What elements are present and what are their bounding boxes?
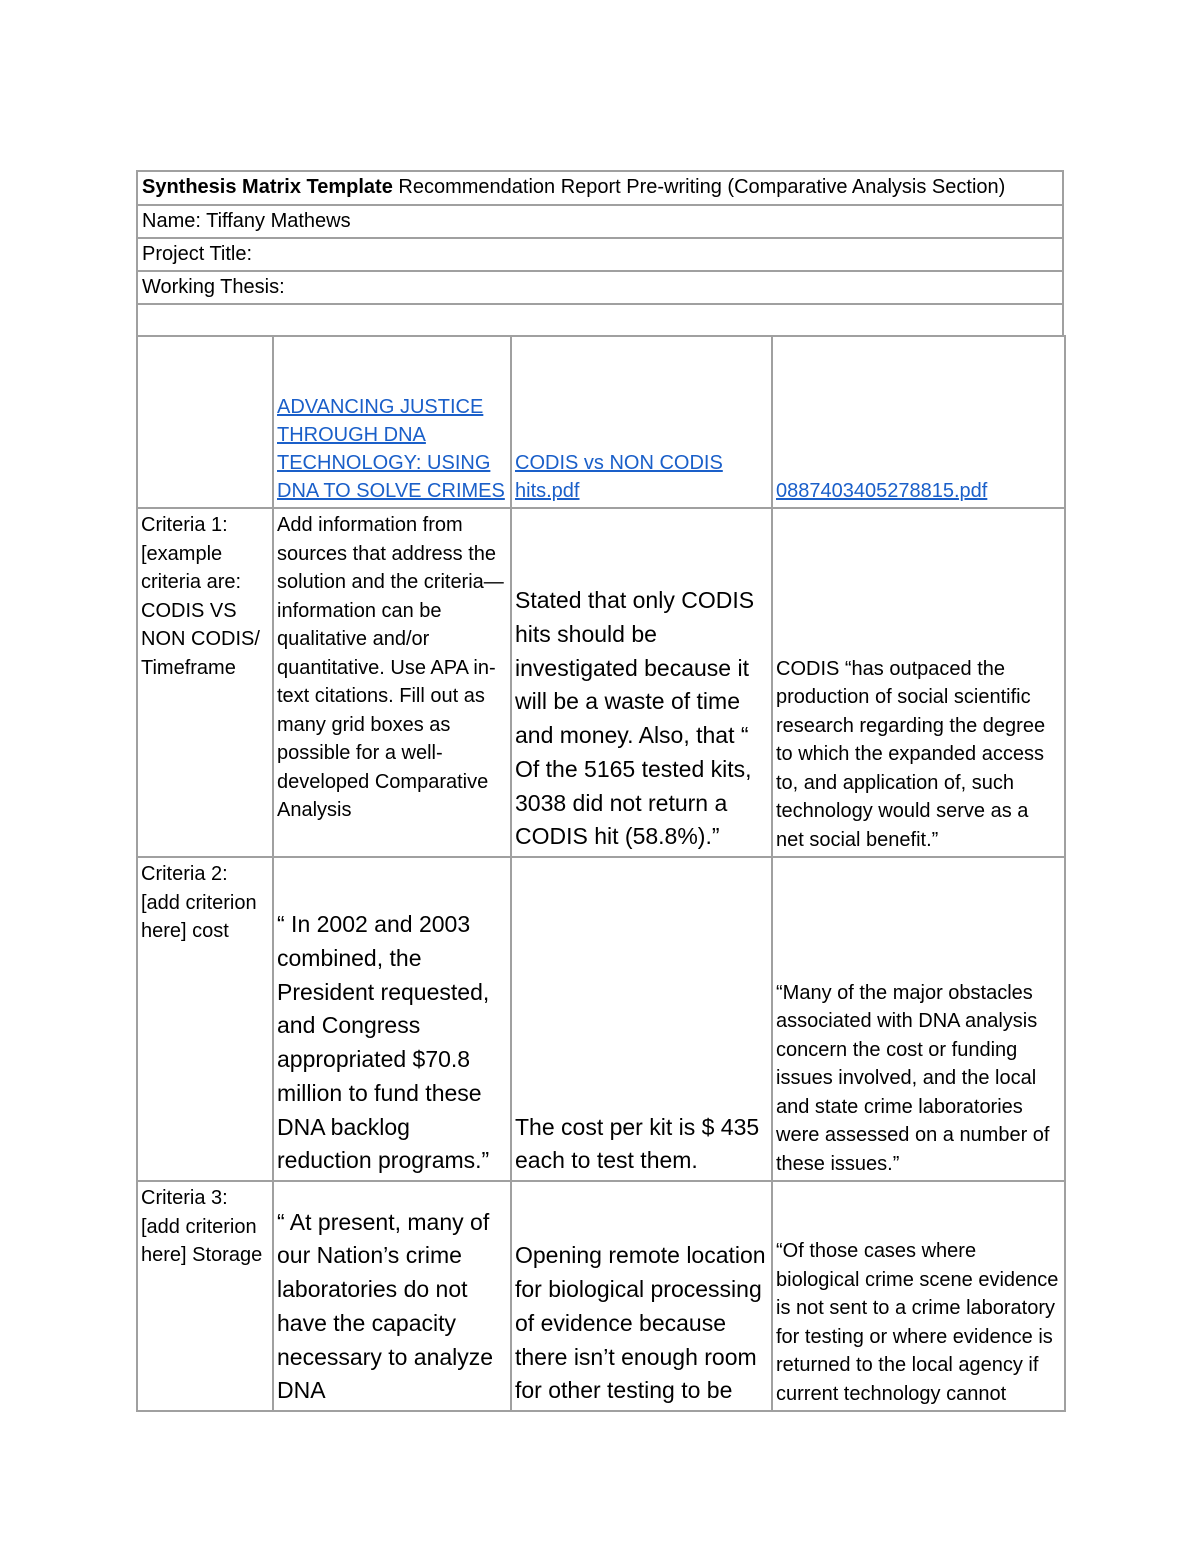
matrix-cell: CODIS “has outpaced the production of social scientific research regarding the degree to which the expanded access to, and application of, such technology would serve as a net social benefit.” [772,508,1065,857]
title-bold: Synthesis Matrix Template [142,176,393,198]
criteria-label: Criteria 2: [add criterion here] cost [137,857,273,1181]
matrix-table [136,335,1066,1412]
source-link-1[interactable]: ADVANCING JUSTICE THROUGH DNA TECHNOLOGY: USING DNA TO SOLVE CRIMES [277,396,505,502]
matrix-cell: The cost per kit is $ 435 each to test them. [511,857,772,1181]
criteria-row-2 [137,857,1065,1181]
matrix-cell: Opening remote location for biological processing of evidence because there isn’t enough room for other testing to be [511,1181,772,1411]
matrix-cell: “Of those cases where biological crime scene evidence is not sent to a crime laboratory for testing or where evidence is returned to the local agency if current technology cannot [772,1181,1065,1411]
working-thesis-field: Working Thesis: [142,276,285,298]
title-rest: Recommendation Report Pre-writing (Comparative Analysis Section) [392,176,1006,198]
name-field: Name: Tiffany Mathews [142,210,351,232]
title-row [136,170,1064,204]
matrix-cell: Add information from sources that address the solution and the criteria—information can be qualitative and/or quantitative. Use APA in-text citations. Fill out as many grid boxes as possible for a well-developed Comparative Analysis [273,508,511,857]
source-link-3[interactable]: 0887403405278815.pdf [776,480,988,502]
corner-cell [137,336,273,508]
project-title-row [136,237,1064,270]
criteria-row-3 [137,1181,1065,1411]
criteria-row-1 [137,508,1065,857]
matrix-cell: “ In 2002 and 2003 combined, the President requested, and Congress appropriated $70.8 million to fund these DNA backlog reduction programs.” [273,857,511,1181]
matrix-cell: “Many of the major obstacles associated with DNA analysis concern the cost or funding issues involved, and the local and state crime laboratories were assessed on a number of these issues.” [772,857,1065,1181]
synthesis-matrix [136,170,1064,1412]
source-header-cell [273,336,511,508]
matrix-cell: Stated that only CODIS hits should be investigated because it will be a waste of time and money. Also, that “ Of the 5165 tested kits, 3038 did not return a CODIS hit (58.8%).” [511,508,772,857]
blank-row [136,303,1064,335]
project-title-field: Project Title: [142,243,253,265]
source-link-2[interactable]: CODIS vs NON CODIS hits.pdf [515,452,723,502]
source-header-cell [772,336,1065,508]
source-header-cell [511,336,772,508]
matrix-cell: “ At present, many of our Nation’s crime laboratories do not have the capacity necessary to analyze DNA [273,1181,511,1411]
working-thesis-row [136,270,1064,303]
criteria-label: Criteria 1: [example criteria are: CODIS VS NON CODIS/ Timeframe [137,508,273,857]
source-header-row [137,336,1065,508]
criteria-label: Criteria 3: [add criterion here] Storage [137,1181,273,1411]
name-row [136,204,1064,237]
